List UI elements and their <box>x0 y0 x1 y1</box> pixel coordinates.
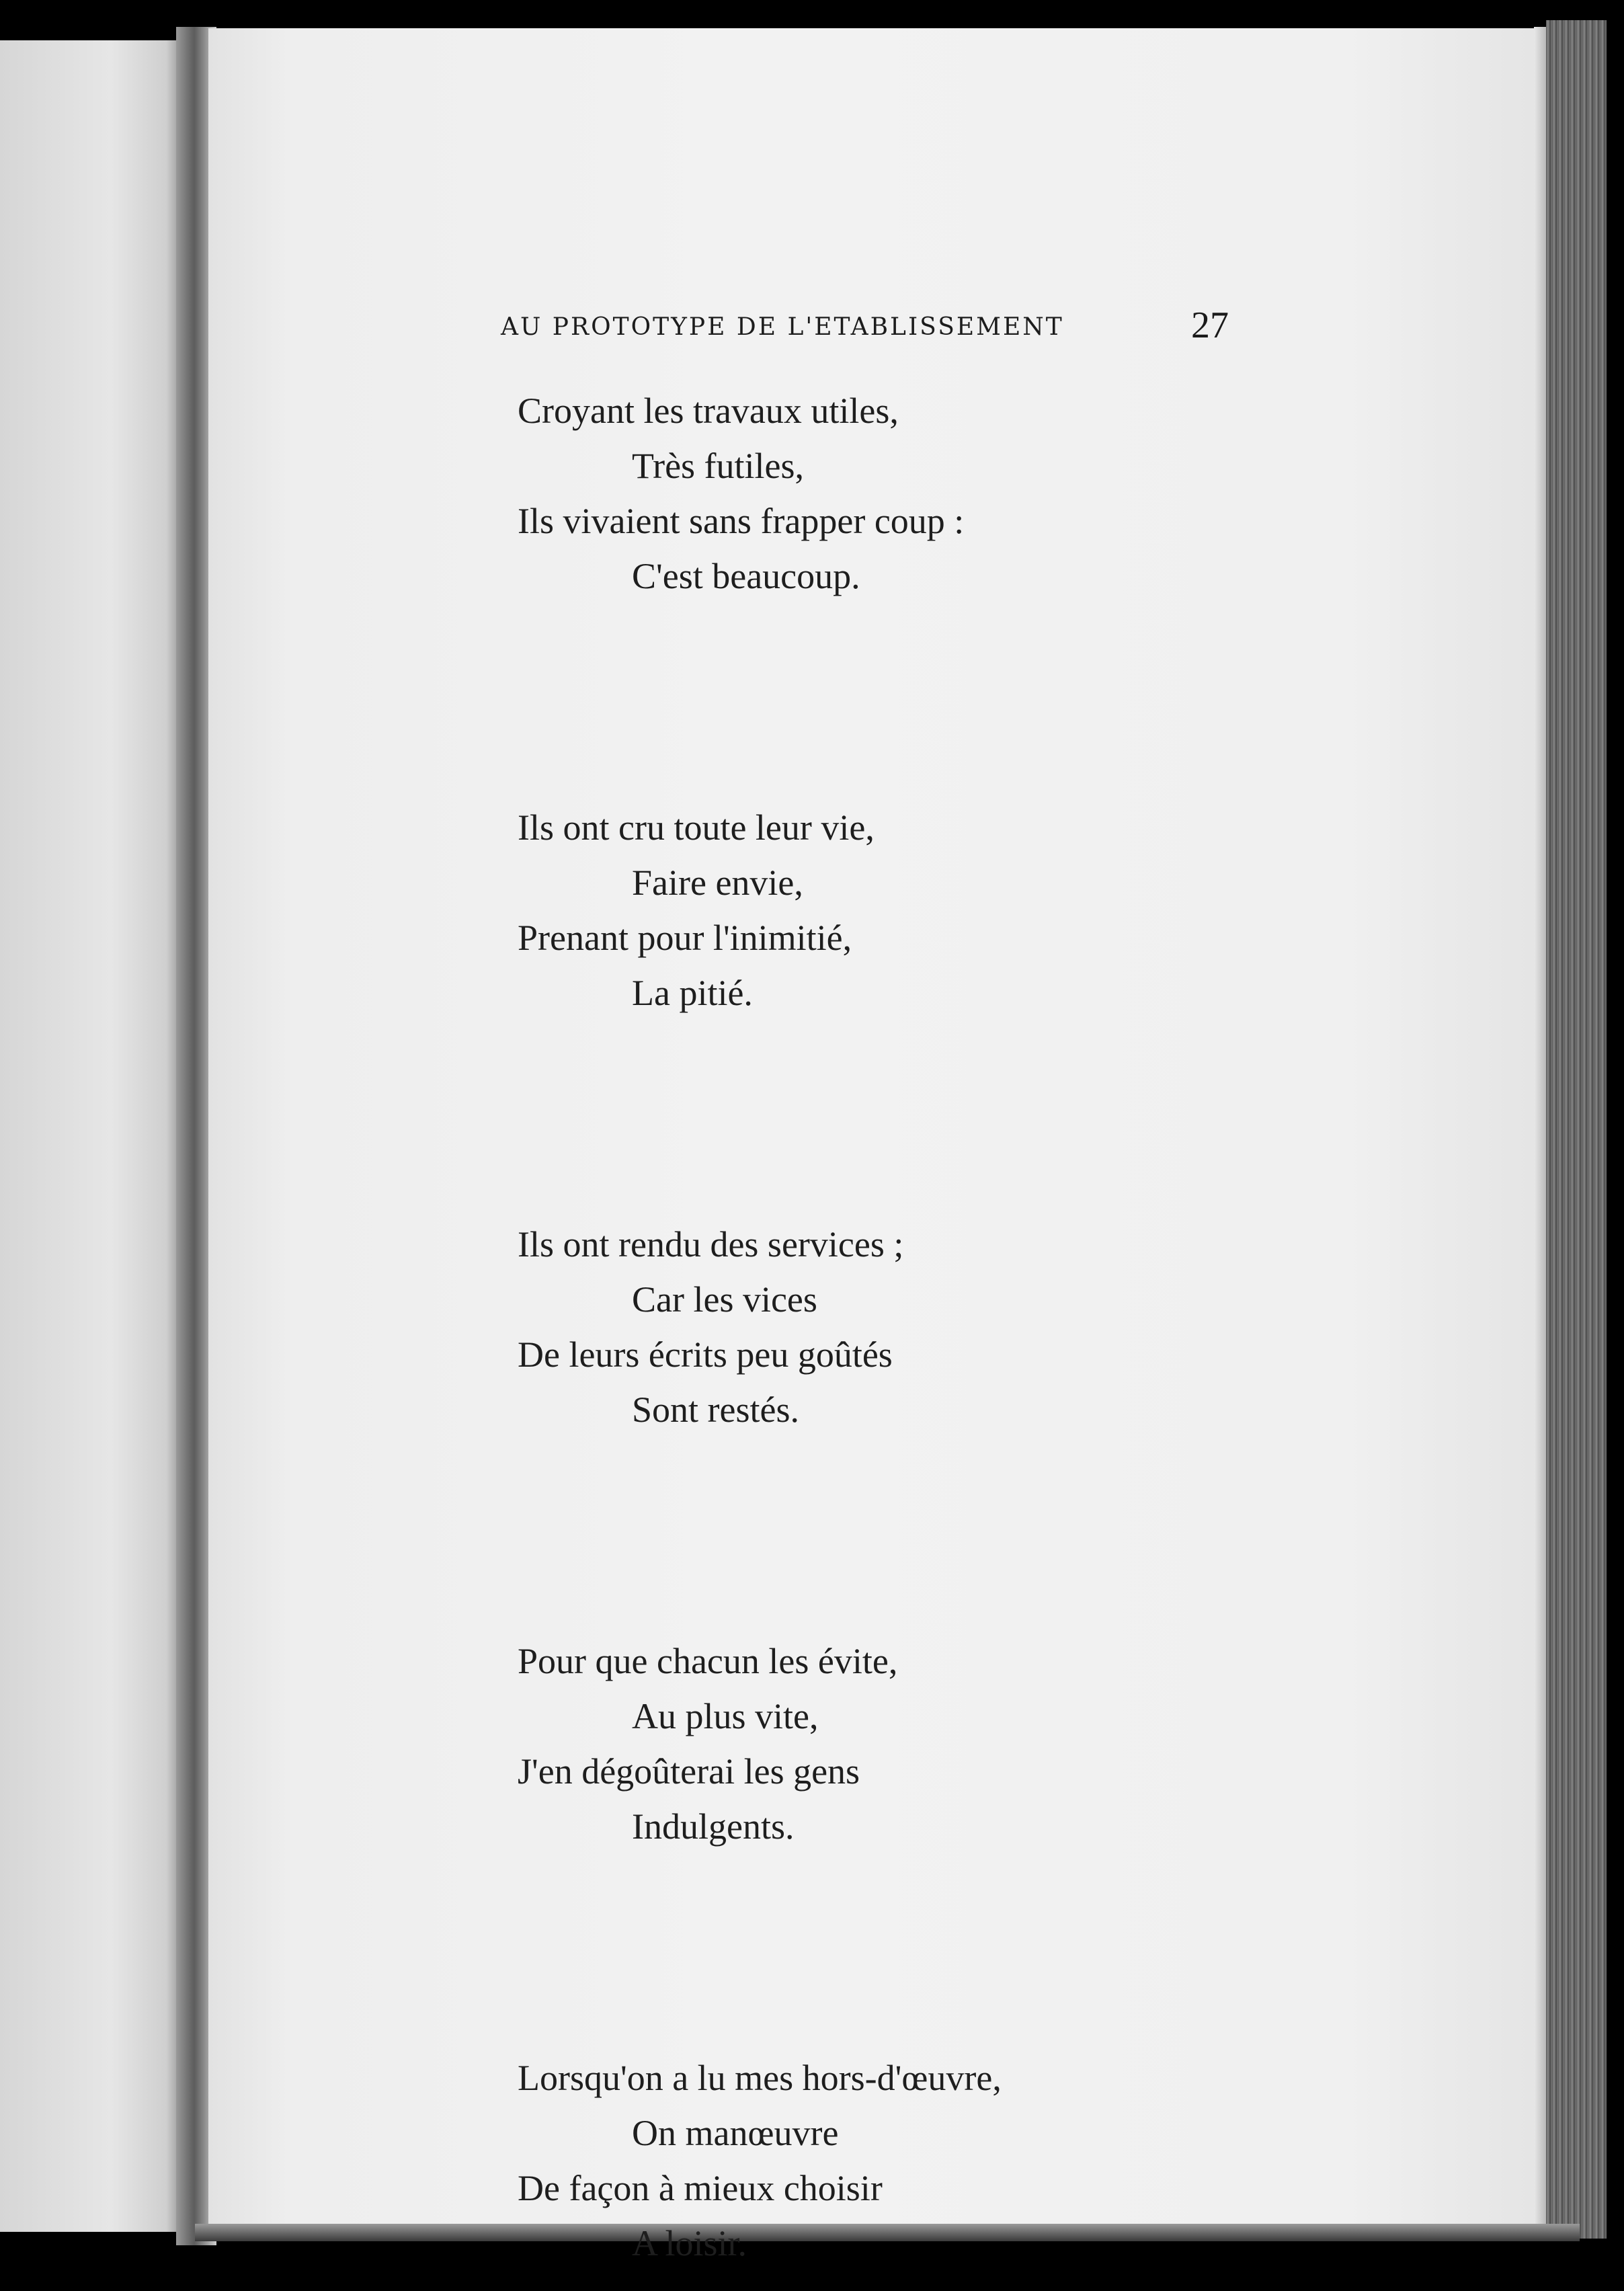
stanza <box>518 383 1324 604</box>
verse-line: Croyant les travaux utiles, <box>518 391 899 431</box>
stanza <box>518 800 1324 1020</box>
verse-line: Ils ont rendu des services ; <box>518 1224 904 1264</box>
verse-line: De leurs écrits peu goûtés <box>518 1334 893 1375</box>
verse-line: A loisir. <box>632 2223 747 2263</box>
stanza <box>518 1217 1324 1437</box>
stanza <box>518 2050 1324 2271</box>
verse-line: Faire envie, <box>632 862 803 903</box>
verse-line: J'en dégoûterai les gens <box>518 1751 860 1792</box>
verse-line: Très futiles, <box>632 446 805 486</box>
running-head: AU PROTOTYPE DE L'ETABLISSEMENT <box>501 313 1064 341</box>
stanza <box>518 1634 1324 1854</box>
poem <box>518 383 1324 2291</box>
page-number: 27 <box>1191 305 1229 346</box>
verse-line: Ils ont cru toute leur vie, <box>518 807 875 848</box>
verse-line: Ils vivaient sans frapper coup : <box>518 501 965 541</box>
verse-line: On manœuvre <box>632 2113 839 2153</box>
verse-line: Indulgents. <box>632 1806 795 1847</box>
left-page-edge <box>0 40 185 2232</box>
page-block-edge <box>1546 20 1607 2239</box>
verse-line: Prenant pour l'inimitié, <box>518 918 852 958</box>
verse-line: Au plus vite, <box>632 1696 819 1736</box>
verse-line: Lorsqu'on a lu mes hors-d'œuvre, <box>518 2058 1002 2098</box>
verse-line: De façon à mieux choisir <box>518 2168 883 2208</box>
verse-line: Sont restés. <box>632 1390 799 1430</box>
verse-line: C'est beaucoup. <box>632 556 860 596</box>
verse-line: La pitié. <box>632 973 753 1013</box>
verse-line: Car les vices <box>632 1279 817 1320</box>
verse-line: Pour que chacun les évite, <box>518 1641 898 1681</box>
